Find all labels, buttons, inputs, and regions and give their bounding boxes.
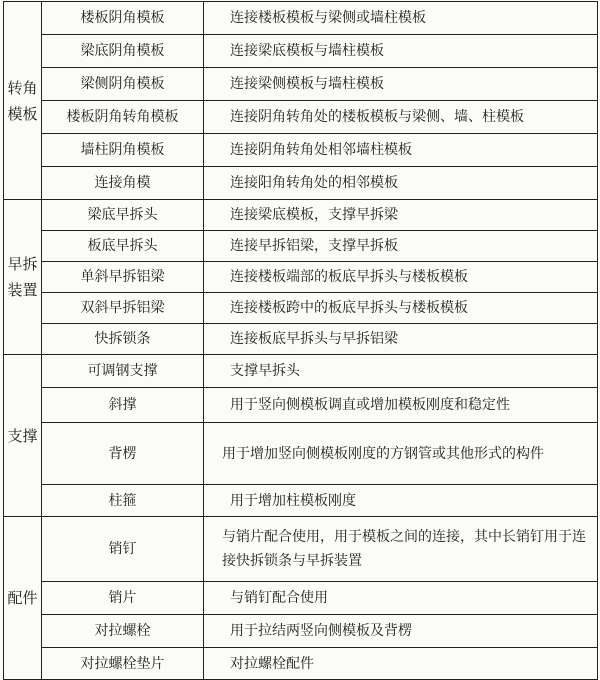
group-cell-support: 支撑 [4, 355, 42, 517]
description-cell: 用于增加竖向侧模板刚度的方钢管或其他形式的构件 [204, 423, 598, 485]
component-cell: 墙柱阴角模板 [42, 134, 204, 167]
component-cell: 斜撑 [42, 388, 204, 423]
group-cell-early-removal: 早拆 装置 [4, 200, 42, 355]
component-cell: 销片 [42, 582, 204, 615]
description-cell: 连接楼板端部的板底早拆头与楼板模板 [204, 262, 598, 293]
table-row [4, 101, 598, 134]
description-cell: 支撑早拆头 [204, 355, 598, 388]
table-row [4, 615, 598, 648]
description-cell: 连接楼板模板与梁侧或墙柱模板 [204, 2, 598, 35]
component-cell: 梁底早拆头 [42, 200, 204, 231]
group-cell-accessories: 配件 [4, 517, 42, 680]
component-cell: 柱箍 [42, 485, 204, 517]
table-row [4, 200, 598, 231]
description-cell: 用于拉结两竖向侧模板及背楞 [204, 615, 598, 648]
table-row [4, 423, 598, 485]
table-row [4, 324, 598, 355]
description-cell: 对拉螺栓配件 [204, 648, 598, 680]
table-row [4, 35, 598, 68]
component-cell: 背楞 [42, 423, 204, 485]
table-row [4, 648, 598, 680]
table-row [4, 262, 598, 293]
description-cell: 用于增加柱模板刚度 [204, 485, 598, 517]
description-cell: 与销片配合使用，用于模板之间的连接，其中长销钉用于连接快拆锁条与早拆装置 [204, 517, 598, 582]
description-cell: 连接早拆铝梁，支撑早拆板 [204, 231, 598, 262]
table-row [4, 355, 598, 388]
description-cell: 连接板底早拆头与早拆铝梁 [204, 324, 598, 355]
component-cell: 楼板阴角转角模板 [42, 101, 204, 134]
component-cell: 梁底阴角模板 [42, 35, 204, 68]
description-cell: 连接梁侧模板与墙柱模板 [204, 68, 598, 101]
table-row [4, 293, 598, 324]
description-cell: 与销钉配合使用 [204, 582, 598, 615]
table-row [4, 485, 598, 517]
component-cell: 销钉 [42, 517, 204, 582]
component-cell: 双斜早拆铝梁 [42, 293, 204, 324]
description-cell: 连接梁底模板，支撑早拆梁 [204, 200, 598, 231]
table-row [4, 2, 598, 35]
table-row [4, 231, 598, 262]
component-cell: 楼板阴角模板 [42, 2, 204, 35]
table-row [4, 68, 598, 101]
table-row [4, 134, 598, 167]
component-cell: 梁侧阴角模板 [42, 68, 204, 101]
description-cell: 连接楼板跨中的板底早拆头与楼板模板 [204, 293, 598, 324]
description-cell: 用于竖向侧模板调直或增加模板刚度和稳定性 [204, 388, 598, 423]
table-row [4, 167, 598, 200]
component-cell: 快拆锁条 [42, 324, 204, 355]
description-cell: 连接阳角转角处的相邻模板 [204, 167, 598, 200]
component-cell: 连接角模 [42, 167, 204, 200]
description-cell: 连接梁底模板与墙柱模板 [204, 35, 598, 68]
table-row [4, 517, 598, 582]
component-cell: 可调钢支撑 [42, 355, 204, 388]
components-table [3, 1, 598, 680]
description-cell: 连接阴角转角处相邻墙柱模板 [204, 134, 598, 167]
group-cell-corner-formwork: 转角 模板 [4, 2, 42, 200]
table-row [4, 582, 598, 615]
description-cell: 连接阴角转角处的楼板模板与梁侧、墙、柱模板 [204, 101, 598, 134]
component-cell: 单斜早拆铝梁 [42, 262, 204, 293]
component-cell: 板底早拆头 [42, 231, 204, 262]
table-row [4, 388, 598, 423]
component-cell: 对拉螺栓垫片 [42, 648, 204, 680]
component-cell: 对拉螺栓 [42, 615, 204, 648]
